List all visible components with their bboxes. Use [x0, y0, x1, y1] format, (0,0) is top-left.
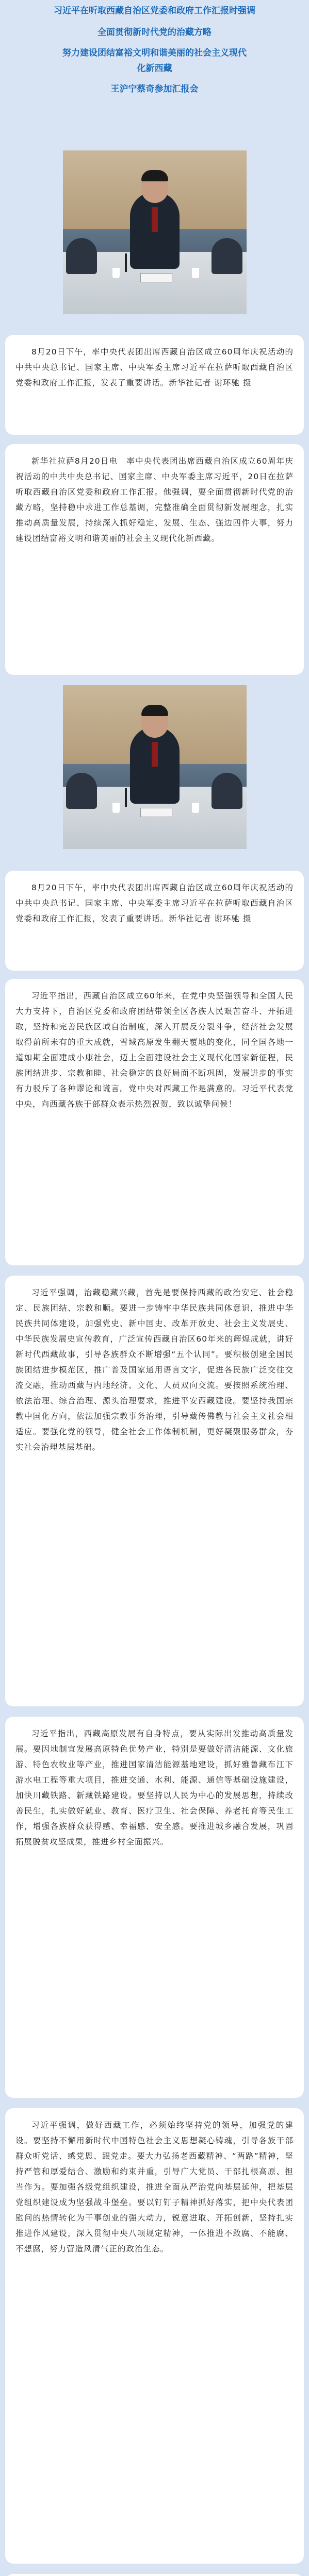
headline-subtitle: 全面贯彻新时代党的治藏方略 — [97, 27, 212, 38]
caption-card-2 — [5, 871, 304, 971]
caption-card-1 — [5, 335, 304, 435]
article-card-3 — [5, 1276, 304, 1706]
article-card-4 — [5, 1717, 304, 2098]
article-paragraph: 习近平指出，西藏自治区成立60年来，在党中央坚强领导和全国人民大力支持下，自治区党委和政府团结带领全区各族人民艰苦奋斗、开拓进取，坚持和完善民族区域自治制度，深入开展反分裂斗争，经济社会发展取得前所未有的重大成就，雪域高原发生翻天覆地的变化，同全国各地一道如期全面建成小康社会，迈上全面建设社会主义现代化国家新征程，民族团结进步、宗教和睦、社会稳定的良好局面不断巩固，发展进步的事实有力驳斥了各种谬论和谎言。党中央对西藏工作是满意的。习近平代表党中央，向西藏各族干部群众表示热烈祝贺，致以诚挚问候！ — [15, 991, 294, 1109]
article-card-5 — [5, 2108, 304, 2564]
headline-subtitle-line1: 努力建设团结富裕文明和谐美丽的社会主义现代 — [62, 48, 247, 58]
article-card-1 — [5, 444, 304, 675]
photo-meeting-speaker-2 — [63, 685, 247, 849]
article-paragraph: 习近平强调，做好西藏工作，必须始终坚持党的领导，加强党的建设。要坚持不懈用新时代中国特色社会主义思想凝心铸魂，引导各族干部群众听党话、感党恩、跟党走。要大力弘扬老西藏精神、“两路”精神，坚持严管和厚爱结合、激励和约束并重，引导广大党员、干部扎根高原、担当作为。要加强各级党组织建设，推进全面从严治党向基层延伸，把基层党组织建设成为坚强战斗堡垒。要以钉钉子精神抓好落实，把中央代表团慰问的热情转化为干事创业的强大动力，锐意进取、开拓创新，坚持扎实推进作风建设，深入贯彻中央八项规定精神，一体推进不敢腐、不能腐、不想腐，努力营造风清气正的政治生态。 — [15, 2121, 294, 2253]
caption-paragraph: 8月20日下午，率中央代表团出席西藏自治区成立60周年庆祝活动的中共中央总书记、国家主席、中央军委主席习近平在拉萨听取西藏自治区党委和政府工作汇报，发表了重要讲话。新华社记者 谢环驰 摄 — [15, 883, 294, 923]
headline-title: 习近平在听取西藏自治区党委和政府工作汇报时强调 — [54, 6, 255, 16]
article-paragraph: 习近平强调，治藏稳藏兴藏，首先是要保持西藏的政治安定、社会稳定、民族团结、宗教和顺。要进一步铸牢中华民族共同体意识，推进中华民族共同体建设，加强党史、新中国史、改革开放史、社会主义发展史、中华民族发展史宣传教育，广泛宣传西藏自治区60年来的辉煌成就，讲好新时代西藏故事，引导各族群众不断增强“五个认同”。要积极创建全国民族团结进步模范区，推广普及国家通用语言文字，促进各民族广泛交往交流交融，推动西藏与内地经济、文化、人员双向交流。要按照系统治理、依法治理、综合治理、源头治理要求，推进平安西藏建设。要坚持我国宗教中国化方向，依法加强宗教事务治理，引导藏传佛教与社会主义社会相适应。要强化党的领导，健全社会工作体制机制，更好凝聚服务群众，夯实社会治理基层基础。 — [15, 1288, 294, 1452]
caption-paragraph: 8月20日下午，率中央代表团出席西藏自治区成立60周年庆祝活动的中共中央总书记、国家主席、中央军委主席习近平在拉萨听取西藏自治区党委和政府工作汇报，发表了重要讲话。新华社记者 谢环驰 摄 — [15, 347, 294, 387]
headline-subtitle-line2: 化新西藏 — [137, 63, 172, 74]
article-paragraph: 新华社拉萨8月20日电 率中央代表团出席西藏自治区成立60周年庆祝活动的中共中央总书记、国家主席、中央军委主席习近平，20日在拉萨听取西藏自治区党委和政府工作汇报。他强调，要全面贯彻新时代党的治藏方略，坚持稳中求进工作总基调，完整准确全面贯彻新发展理念，扎实推动高质量发展，持续深入抓好稳定、发展、生态、强边四件大事，努力建设团结富裕文明和谐美丽的社会主义现代化新西藏。 — [15, 456, 294, 543]
article-card-6 — [5, 2574, 304, 2576]
headline-block — [0, 0, 309, 97]
article-paragraph: 习近平指出，西藏高原发展有自身特点，要从实际出发推动高质量发展。要因地制宜发展高原特色优势产业，特别是要做好清洁能源、文化旅游、特色农牧业等产业，推进国家清洁能源基地建设，抓好雅鲁藏布江下游水电工程等重大项目，推进交通、水利、能源、通信等基础设施建设，加快川藏铁路、新藏铁路建设。要坚持以人民为中心的发展思想，持续改善民生，扎实做好就业、教育、医疗卫生、社会保障、养老托育等民生工作，增强各族群众获得感、幸福感、安全感。要推进城乡融合发展，巩固拓展脱贫攻坚成果，推进乡村全面振兴。 — [15, 1729, 294, 1846]
headline-subtitle-attendance: 王沪宁蔡奇参加汇报会 — [110, 84, 199, 94]
article-card-2 — [5, 979, 304, 1265]
photo-meeting-speaker — [63, 150, 247, 314]
